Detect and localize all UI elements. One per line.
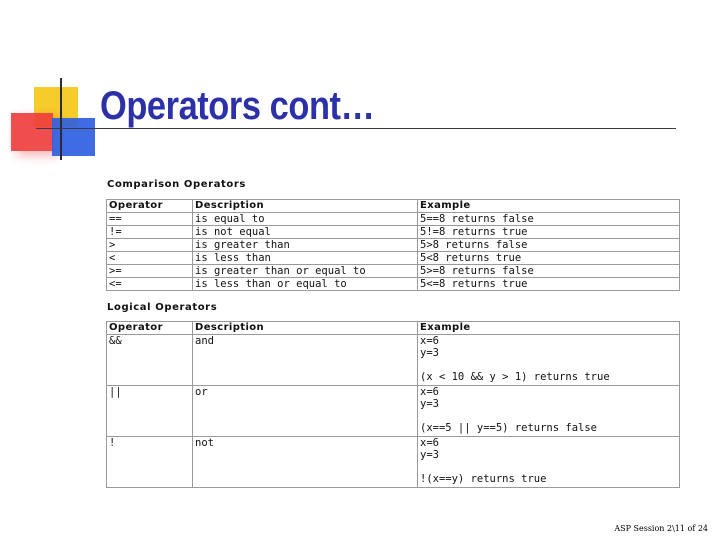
table-row [107, 213, 680, 226]
table-row [107, 226, 680, 239]
decor-vertical-line [60, 78, 62, 160]
column-header: Operator [107, 200, 193, 213]
decor-blue-square [52, 118, 95, 156]
description-cell: is greater than [193, 239, 418, 252]
example-line: x=6 [420, 437, 439, 449]
example-line: !(x==y) returns true [420, 473, 547, 485]
example-line: y=3 [420, 347, 439, 359]
description-cell: is greater than or equal to [193, 265, 418, 278]
column-header: Example [418, 322, 680, 335]
operator-cell: == [107, 213, 193, 226]
operator-cell: >= [107, 265, 193, 278]
operator-cell: || [107, 386, 193, 437]
description-cell: is not equal [193, 226, 418, 239]
example-cell: 5>=8 returns false [418, 265, 680, 278]
table-row [107, 239, 680, 252]
operator-cell: != [107, 226, 193, 239]
description-cell: and [193, 335, 418, 386]
table-header-row [107, 200, 680, 213]
table-row [107, 437, 680, 488]
example-line: (x==5 || y==5) returns false [420, 422, 598, 434]
column-header: Description [193, 200, 418, 213]
slide-footer: ASP Session 2\11 of 24 [614, 524, 708, 533]
operator-cell: < [107, 252, 193, 265]
example-cell: 5<=8 returns true [418, 278, 680, 291]
table-row [107, 252, 680, 265]
logical-operators-table [106, 321, 680, 488]
table-row [107, 386, 680, 437]
example-cell [418, 437, 680, 488]
example-cell: 5==8 returns false [418, 213, 680, 226]
example-line: y=3 [420, 398, 439, 410]
column-header: Example [418, 200, 680, 213]
example-line: x=6 [420, 335, 439, 347]
description-cell: or [193, 386, 418, 437]
operator-cell: && [107, 335, 193, 386]
example-cell: 5>8 returns false [418, 239, 680, 252]
comparison-section-title: Comparison Operators [107, 179, 246, 190]
example-line: y=3 [420, 449, 439, 461]
column-header: Operator [107, 322, 193, 335]
table-row [107, 278, 680, 291]
operator-cell: ! [107, 437, 193, 488]
example-cell [418, 335, 680, 386]
table-row [107, 335, 680, 386]
example-cell [418, 386, 680, 437]
operator-cell: > [107, 239, 193, 252]
description-cell: is equal to [193, 213, 418, 226]
operator-cell: <= [107, 278, 193, 291]
comparison-operators-table [106, 199, 680, 291]
table-row [107, 265, 680, 278]
slide-title: Operators cont… [100, 84, 375, 128]
example-cell: 5<8 returns true [418, 252, 680, 265]
column-header: Description [193, 322, 418, 335]
example-line: x=6 [420, 386, 439, 398]
table-header-row [107, 322, 680, 335]
example-line: (x < 10 && y > 1) returns true [420, 371, 610, 383]
description-cell: not [193, 437, 418, 488]
description-cell: is less than or equal to [193, 278, 418, 291]
decor-red-square [11, 113, 53, 151]
logical-section-title: Logical Operators [107, 302, 218, 313]
description-cell: is less than [193, 252, 418, 265]
example-cell: 5!=8 returns true [418, 226, 680, 239]
